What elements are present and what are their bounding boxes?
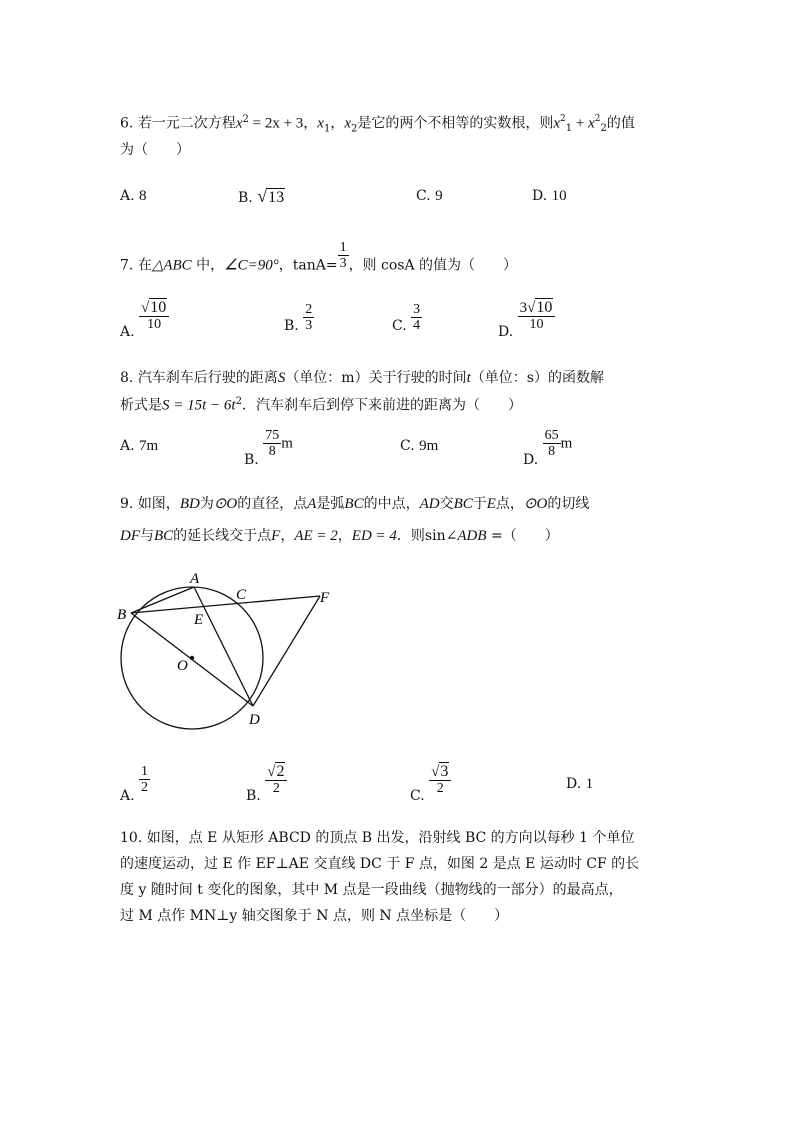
q9-figure xyxy=(110,566,350,736)
segment-bf xyxy=(131,596,320,613)
q6-option-a[interactable]: A. 8 xyxy=(120,188,147,204)
label-o: O xyxy=(177,658,188,674)
q8-option-a[interactable]: A. 7m xyxy=(120,438,159,454)
q6-option-c[interactable]: C. 9 xyxy=(416,188,443,204)
q6-line1: 6. 若一元二次方程$x^2 = 2x + 3$，$x_1$，$x_2$是它的两个不相等的实数根，则$x_{21} + x_{22}$的值 xyxy=(120,114,635,135)
q9-line1: 9. 如图，BD为⊙O的直径，点A是弧BC的中点，AD交BC于E点，⊙O的切线 xyxy=(120,496,590,512)
q10-line2: 的速度运动，过 E 作 EF⊥AE 交直线 DC 于 F 点，如图 2 是点 E 运动时 CF 的长 xyxy=(120,856,640,872)
q8-line2: 析式是$S = 15t - 6t^2$．汽车刹车后到停下来前进的距离为（ ） xyxy=(120,396,522,414)
q8-option-d[interactable]: D. $\frac{65}{8}$ m xyxy=(523,428,573,468)
label-a: A xyxy=(190,571,200,587)
q8-option-c[interactable]: C. 9m xyxy=(400,438,439,454)
q9-option-a[interactable]: A. $\frac{1}{2}$ xyxy=(120,764,149,804)
q9-option-c[interactable]: C. $\frac{√3}{2}$ xyxy=(410,764,451,796)
q7-option-c[interactable]: C. $\frac{3}{4}$ xyxy=(392,302,421,334)
label-f: F xyxy=(320,590,330,606)
label-d: D xyxy=(249,712,260,728)
q9-line2: DF与BC的延长线交于点F，AE = 2，ED = 4．则sin∠ADB =（ ） xyxy=(120,528,559,544)
q7-option-a[interactable]: A. $\frac{√10}{10}$ xyxy=(120,300,169,332)
center-o-dot xyxy=(190,656,194,660)
q9-option-d[interactable]: D. 1 xyxy=(566,776,594,792)
q6-option-d[interactable]: D. 10 xyxy=(532,188,567,204)
q8-line1: 8. 汽车刹车后行驶的距离S（单位：m）关于行驶的时间t（单位：s）的函数解 xyxy=(120,370,604,386)
q6-line2: 为（ ） xyxy=(120,142,190,158)
q10-line1: 10. 如图，点 E 从矩形 ABCD 的顶点 B 出发，沿射线 BC 的方向以每秒 1 个单位 xyxy=(120,830,635,846)
q7-option-d[interactable]: D. $\frac{3√10}{10}$ xyxy=(498,300,555,332)
q9-option-b[interactable]: B. $\frac{√2}{2}$ xyxy=(246,764,287,796)
q6-option-b[interactable]: B. √13 xyxy=(238,186,285,206)
q10-line4: 过 M 点作 MN⊥y 轴交图象于 N 点，则 N 点坐标是（ ） xyxy=(120,908,509,924)
label-c: C xyxy=(236,587,247,603)
label-e: E xyxy=(194,612,204,628)
q7-option-b[interactable]: B. $\frac{2}{3}$ xyxy=(284,302,313,334)
q6-number: 6. xyxy=(120,115,134,132)
label-b: B xyxy=(117,607,127,623)
q8-option-b[interactable]: B. $\frac{75}{8}$ m xyxy=(244,428,293,468)
segment-ba xyxy=(131,587,194,613)
q7-line1: 7. 在△ABC 中，∠C=90°，tanA= $\frac{1}{3}$ ，则 cosA 的值为（ ） xyxy=(120,240,518,274)
q10-line3: 度 y 随时间 t 变化的图象，其中 M 点是一段曲线（抛物线的一部分）的最高点， xyxy=(120,882,623,898)
